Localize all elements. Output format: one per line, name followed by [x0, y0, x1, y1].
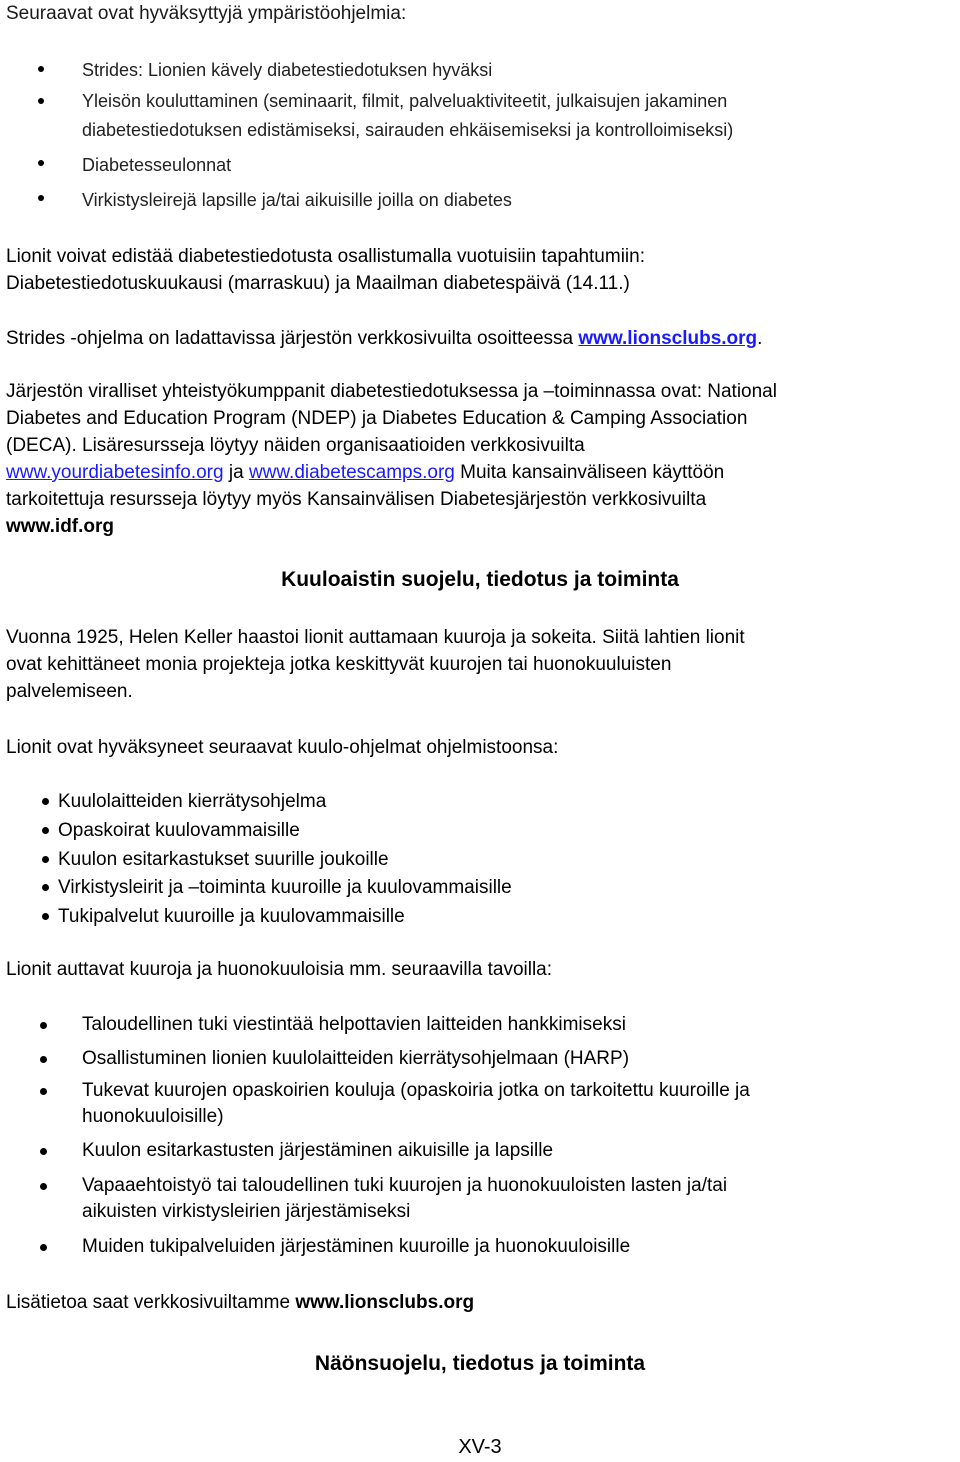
bullet-icon [40, 1244, 47, 1251]
bullet-icon [40, 1183, 47, 1190]
events-paragraph: Lionit voivat edistää diabetestiedotusta osallistumalla vuotuisiin tapahtumiin: Diabetestiedotuskuukausi (marraskuu) ja Maailman diabetespäivä (14.11.) [6, 246, 645, 294]
list-item: Osallistuminen lionien kuulolaitteiden kierrätysohjelmaan (HARP) [82, 1048, 630, 1069]
lionsclubs-link-2[interactable]: www.lionsclubs.org [295, 1292, 475, 1313]
list-item: Vapaaehtoistyö tai taloudellinen tuki kuurojen ja huonokuuloisten lasten ja/tai aikuisten virkistysleirien järjestämiseksi [82, 1175, 728, 1222]
list-item: Opaskoirat kuulovammaisille [58, 820, 300, 841]
bullet-icon [38, 66, 44, 72]
bullet-icon [42, 827, 49, 834]
list-item: Taloudellinen tuki viestintää helpottavien laitteiden hankkimiseksi [82, 1014, 626, 1035]
list-item: Kuulolaitteiden kierrätysohjelma [58, 791, 327, 812]
help-intro: Lionit auttavat kuuroja ja huonokuuloisia mm. seuraavilla tavoilla: [6, 959, 553, 980]
bullet-icon [40, 1148, 47, 1155]
list-item: Virkistysleirit ja –toiminta kuuroille ja kuulovammaisille [58, 877, 512, 898]
list-item: Kuulon esitarkastukset suurille joukoille [58, 849, 389, 870]
list-item: Virkistysleirejä lapsille ja/tai aikuisille joilla on diabetes [82, 190, 512, 210]
list-item: Tukipalvelut kuuroille ja kuulovammaisille [58, 906, 405, 927]
section-heading-vision: Näönsuojelu, tiedotus ja toiminta [314, 1352, 646, 1375]
bullet-icon [38, 195, 44, 201]
bullet-icon [42, 798, 49, 805]
bullet-icon [38, 160, 44, 166]
page-number: XV-3 [458, 1436, 502, 1458]
bullet-icon [42, 884, 49, 891]
strides-paragraph: Strides -ohjelma on ladattavissa järjestön verkkosivuilta osoitteessa www.lionsclubs.org. [6, 328, 763, 349]
list-item: Strides: Lionien kävely diabetestiedotuksen hyväksi [82, 60, 493, 80]
yourdiabetesinfo-link[interactable]: www.yourdiabetesinfo.org [6, 462, 224, 483]
bullet-icon [42, 913, 49, 920]
bullet-icon [42, 856, 49, 863]
list-item: Yleisön kouluttaminen (seminaarit, filmit, palveluaktiviteetit, julkaisujen jakaminen diabetestiedotuksen edistämiseksi, sairauden ehkäisemiseksi ja kontrolloimiseksi) [82, 91, 734, 140]
list-item: Diabetesseulonnat [82, 155, 232, 175]
partners-paragraph: Järjestön viralliset yhteistyökumppanit diabetestiedotuksessa ja –toiminnassa ovat: National Diabetes and Education Program (NDEP) ja Diabetes Education & Camping Association (DECA). Lisäresursseja löytyy näiden organisaatioiden verkkosivuilta www.yourdiabetesinfo.org ja www.diabetescamps.org Muita kansainväliseen käyttöön tarkoitettuja resursseja löytyy myös Kansainvälisen Diabetesjärjestön verkkosivuilta www.idf.org [6, 378, 958, 540]
list-item: Muiden tukipalveluiden järjestäminen kuuroille ja huonokuuloisille [82, 1236, 631, 1257]
diabetescamps-link[interactable]: www.diabetescamps.org [248, 462, 455, 483]
section-heading-hearing: Kuuloaistin suojelu, tiedotus ja toiminta [281, 568, 679, 591]
bullet-icon [40, 1056, 47, 1063]
bullet-icon [40, 1088, 47, 1095]
lionsclubs-link[interactable]: www.lionsclubs.org [578, 328, 758, 349]
bullet-icon [40, 1022, 47, 1029]
keller-paragraph: Vuonna 1925, Helen Keller haastoi lionit auttamaan kuuroja ja sokeita. Siitä lahtien lionit ovat kehittäneet monia projekteja jotka keskittyvät kuurojen tai huonokuuluisten palvelemiseen. [6, 627, 745, 702]
list-item: Kuulon esitarkastusten järjestäminen aikuisille ja lapsille [82, 1140, 554, 1161]
bullet-icon [38, 98, 44, 104]
idf-link[interactable]: www.idf.org [6, 516, 115, 537]
list-item: Tukevat kuurojen opaskoirien kouluja (opaskoiria jotka on tarkoitettu kuuroille ja huonokuuloisille) [82, 1080, 750, 1127]
hearing-programs-intro: Lionit ovat hyväksyneet seuraavat kuulo-ohjelmat ohjelmistoonsa: [6, 737, 559, 758]
more-info: Lisätietoa saat verkkosivuiltamme www.lionsclubs.org [6, 1292, 475, 1313]
intro-text: Seuraavat ovat hyväksyttyjä ympäristöohjelmia: [6, 3, 407, 24]
